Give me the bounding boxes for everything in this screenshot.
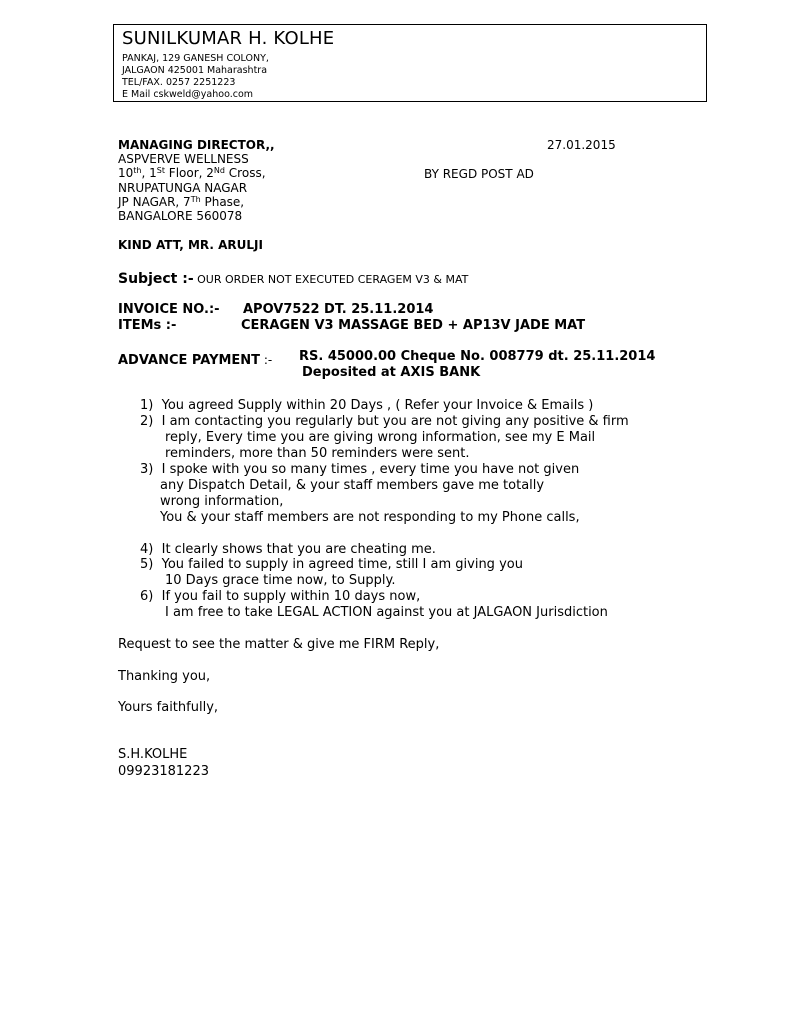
invoice-value: APOV7522 DT. 25.11.2014 <box>243 302 434 317</box>
subject-label: Subject :- <box>118 271 194 287</box>
point-1: 1) You agreed Supply within 20 Days , ( Refer your Invoice & Emails ) <box>140 398 594 413</box>
sender-address-line-1: PANKAJ, 129 GANESH COLONY, <box>122 53 269 64</box>
closing-thanks: Thanking you, <box>118 669 211 684</box>
payment-value: RS. 45000.00 Cheque No. 008779 dt. 25.11.2014 <box>299 349 656 364</box>
closing-request: Request to see the matter & give me FIRM Reply, <box>118 637 440 652</box>
recipient-address-line-3: JP NAGAR, 7Th Phase, <box>118 195 245 209</box>
payment-deposit: Deposited at AXIS BANK <box>302 365 481 380</box>
subject-line <box>118 268 468 287</box>
payment-label: ADVANCE PAYMENT <box>118 353 261 368</box>
recipient-title: MANAGING DIRECTOR,, <box>118 138 275 152</box>
closing-yours: Yours faithfully, <box>118 700 219 715</box>
letterhead-box <box>113 24 707 102</box>
point-6-line-2: I am free to take LEGAL ACTION against you at JALGAON Jurisdiction <box>165 605 608 620</box>
payment-sep: :- <box>260 353 273 367</box>
point-2-line-2: reply, Every time you are giving wrong information, see my E Mail <box>165 430 596 445</box>
items-value: CERAGEN V3 MASSAGE BED + AP13V JADE MAT <box>241 318 586 333</box>
attention-line: KIND ATT, MR. ARULJI <box>118 238 263 252</box>
point-3: 3) I spoke with you so many times , every time you have not given <box>140 462 580 477</box>
point-6: 6) If you fail to supply within 10 days now, <box>140 589 421 604</box>
sender-address-line-2: JALGAON 425001 Maharashtra <box>122 65 268 76</box>
point-3-line-3: wrong information, <box>160 494 284 509</box>
post-mode: BY REGD POST AD <box>424 167 534 181</box>
signature-name: S.H.KOLHE <box>118 747 188 762</box>
sender-email: E Mail cskweld@yahoo.com <box>122 89 254 100</box>
recipient-address-line-4: BANGALORE 560078 <box>118 209 243 223</box>
items-label: ITEMs :- <box>118 318 177 333</box>
recipient-address-line-1: 10th, 1St Floor, 2Nd Cross, <box>118 166 266 180</box>
signature-phone: 09923181223 <box>118 764 209 779</box>
point-4: 4) It clearly shows that you are cheating me. <box>140 542 436 557</box>
point-5: 5) You failed to supply in agreed time, still I am giving you <box>140 557 523 572</box>
point-3-line-2: any Dispatch Detail, & your staff members gave me totally <box>160 478 545 493</box>
letter-date: 27.01.2015 <box>547 138 616 152</box>
sender-telfax: TEL/FAX. 0257 2251223 <box>122 77 236 88</box>
recipient-company: ASPVERVE WELLNESS <box>118 152 249 166</box>
point-5-line-2: 10 Days grace time now, to Supply. <box>165 573 396 588</box>
recipient-address-line-2: NRUPATUNGA NAGAR <box>118 181 248 195</box>
payment-label-line <box>118 349 272 368</box>
subject-text: OUR ORDER NOT EXECUTED CERAGEM V3 & MAT <box>193 273 469 286</box>
point-3-line-4: You & your staff members are not responding to my Phone calls, <box>160 510 580 525</box>
invoice-label: INVOICE NO.:- <box>118 302 220 317</box>
point-2: 2) I am contacting you regularly but you are not giving any positive & firm <box>140 414 629 429</box>
sender-name: SUNILKUMAR H. KOLHE <box>122 28 335 49</box>
point-2-line-3: reminders, more than 50 reminders were sent. <box>165 446 470 461</box>
